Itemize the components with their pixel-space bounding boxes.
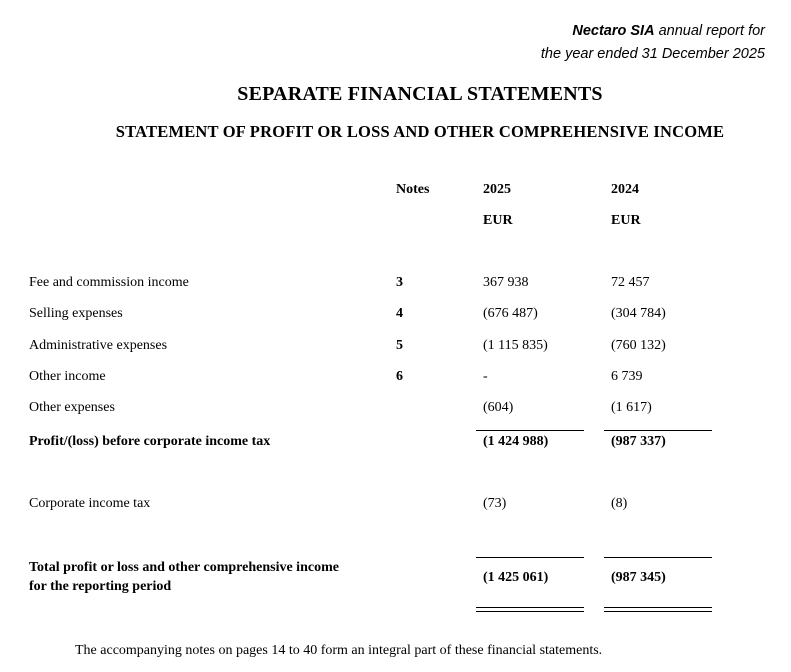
report-period: the year ended 31 December 2025 bbox=[540, 46, 765, 62]
row-2025-other-expenses: (604) bbox=[483, 400, 514, 415]
row-2024-selling-expenses: (304 784) bbox=[611, 306, 666, 321]
row-note-admin-expenses: 5 bbox=[396, 338, 403, 353]
total-double-rule-2024 bbox=[604, 607, 712, 612]
row-2024-other-expenses: (1 617) bbox=[611, 400, 652, 415]
row-2024-fee-income: 72 457 bbox=[611, 275, 650, 290]
report-header bbox=[541, 20, 765, 66]
row-label-profit-before-tax: Profit/(loss) before corporate income tax bbox=[29, 434, 271, 449]
row-2024-admin-expenses: (760 132) bbox=[611, 338, 666, 353]
currency-2024-header: EUR bbox=[611, 213, 641, 228]
statement-title: STATEMENT OF PROFIT OR LOSS AND OTHER COMPREHENSIVE INCOME bbox=[115, 122, 725, 141]
row-2025-other-income: - bbox=[483, 369, 488, 384]
row-label-fee-income: Fee and commission income bbox=[29, 275, 189, 290]
row-note-selling-expenses: 4 bbox=[396, 306, 403, 321]
row-label-selling-expenses: Selling expenses bbox=[29, 306, 123, 321]
subtotal-rule-2025 bbox=[476, 430, 584, 431]
row-2024-other-income: 6 739 bbox=[611, 369, 643, 384]
total-label-line-2: for the reporting period bbox=[29, 579, 172, 594]
document-title: SEPARATE FINANCIAL STATEMENTS bbox=[237, 83, 603, 105]
report-header-line-1 bbox=[541, 20, 765, 43]
total-2025: (1 425 061) bbox=[483, 570, 549, 585]
year-2024-header: 2024 bbox=[611, 182, 639, 197]
total-label-line-1: Total profit or loss and other comprehensive income bbox=[29, 560, 339, 575]
row-2024-profit-before-tax: (987 337) bbox=[611, 434, 666, 449]
total-rule-2024 bbox=[604, 557, 712, 558]
row-2024-income-tax: (8) bbox=[611, 496, 628, 511]
row-note-other-income: 6 bbox=[396, 369, 403, 384]
row-label-admin-expenses: Administrative expenses bbox=[29, 338, 168, 353]
row-label-income-tax: Corporate income tax bbox=[29, 496, 151, 511]
total-2024: (987 345) bbox=[611, 570, 666, 585]
currency-2025-header: EUR bbox=[483, 213, 513, 228]
report-header-text: annual report for bbox=[654, 23, 765, 39]
row-label-other-income: Other income bbox=[29, 369, 106, 384]
total-double-rule-2025 bbox=[476, 607, 584, 612]
footer-note: The accompanying notes on pages 14 to 40 form an integral part of these financial statements. bbox=[75, 643, 603, 658]
row-2025-selling-expenses: (676 487) bbox=[483, 306, 538, 321]
notes-column-header: Notes bbox=[396, 182, 430, 197]
row-2025-fee-income: 367 938 bbox=[483, 275, 529, 290]
row-label-other-expenses: Other expenses bbox=[29, 400, 115, 415]
total-rule-2025 bbox=[476, 557, 584, 558]
row-2025-income-tax: (73) bbox=[483, 496, 507, 511]
subtotal-rule-2024 bbox=[604, 430, 712, 431]
year-2025-header: 2025 bbox=[483, 182, 511, 197]
company-name: Nectaro SIA bbox=[572, 23, 655, 39]
row-2025-profit-before-tax: (1 424 988) bbox=[483, 434, 549, 449]
row-2025-admin-expenses: (1 115 835) bbox=[483, 338, 548, 353]
row-note-fee-income: 3 bbox=[396, 275, 403, 290]
